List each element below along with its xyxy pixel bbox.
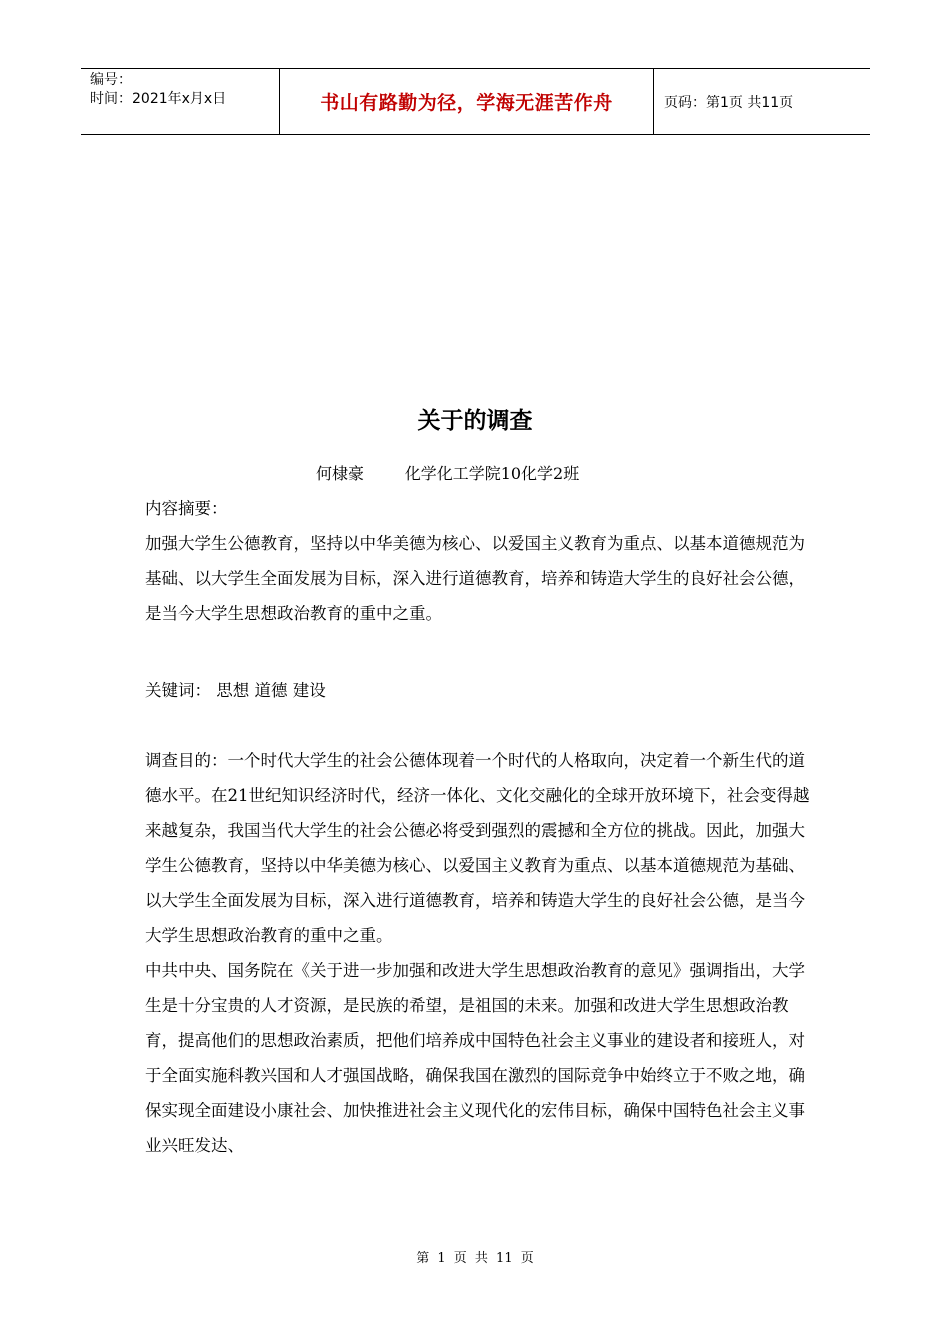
motto-text: 书山有路勤为径，学海无涯苦作舟: [320, 92, 613, 114]
page-info-text: 页码：第1页 共11页: [664, 94, 794, 111]
number-label: 编号：: [90, 72, 132, 88]
abstract-section: [145, 491, 810, 631]
motto-cell: [280, 69, 654, 134]
abstract-label: 内容摘要：: [145, 499, 228, 518]
abstract-paragraph: 加强大学生公德教育，坚持以中华美德为核心、以爱国主义教育为重点、以基本道德规范为基础、以大学生全面发展为目标，深入进行道德教育，培养和铸造大学生的良好社会公德，是当今大学生思想政治教育的重中之重。: [145, 534, 805, 623]
main-section: [145, 743, 810, 1163]
central-paragraph: 中共中央、国务院在《关于进一步加强和改进大学生思想政治教育的意见》强调指出，大学生是十分宝贵的人才资源，是民族的希望，是祖国的未来。加强和改进大学生思想政治教育，提高他们的思想政治素质，把他们培养成中国特色社会主义事业的建设者和接班人，对于全面实施科教兴国和人才强国战略，确保我国在激烈的国际竞争中始终立于不败之地，确保实现全面建设小康社会、加快推进社会主义现代化的宏伟目标，确保中国特色社会主义事业兴旺发达、: [145, 961, 805, 1155]
header-meta-cell: [81, 69, 280, 134]
author-line: 何棣豪 化学化工学院10化学2班: [316, 464, 580, 483]
keywords-line: [145, 673, 810, 708]
purpose-paragraph: 调查目的：一个时代大学生的社会公德体现着一个时代的人格取向，决定着一个新生代的道德水平。在21世纪知识经济时代，经济一体化、文化交融化的全球开放环境下，社会变得越来越复杂，我国当代大学生的社会公德必将受到强烈的震撼和全方位的挑战。因此，加强大学生公德教育，坚持以中华美德为核心、以爱国主义教育为重点、以基本道德规范为基础、以大学生全面发展为目标，深入进行道德教育，培养和铸造大学生的良好社会公德，是当今大学生思想政治教育的重中之重。: [145, 751, 810, 945]
page-info-cell: [654, 69, 870, 134]
time-label: 时间：2021年x月x日: [90, 91, 227, 107]
page-footer: 第 1 页 共 11 页: [416, 1251, 534, 1266]
document-title: 关于的调查: [417, 408, 533, 434]
header-table: [81, 68, 870, 135]
keywords-text: 关键词： 思想 道德 建设: [145, 681, 326, 700]
